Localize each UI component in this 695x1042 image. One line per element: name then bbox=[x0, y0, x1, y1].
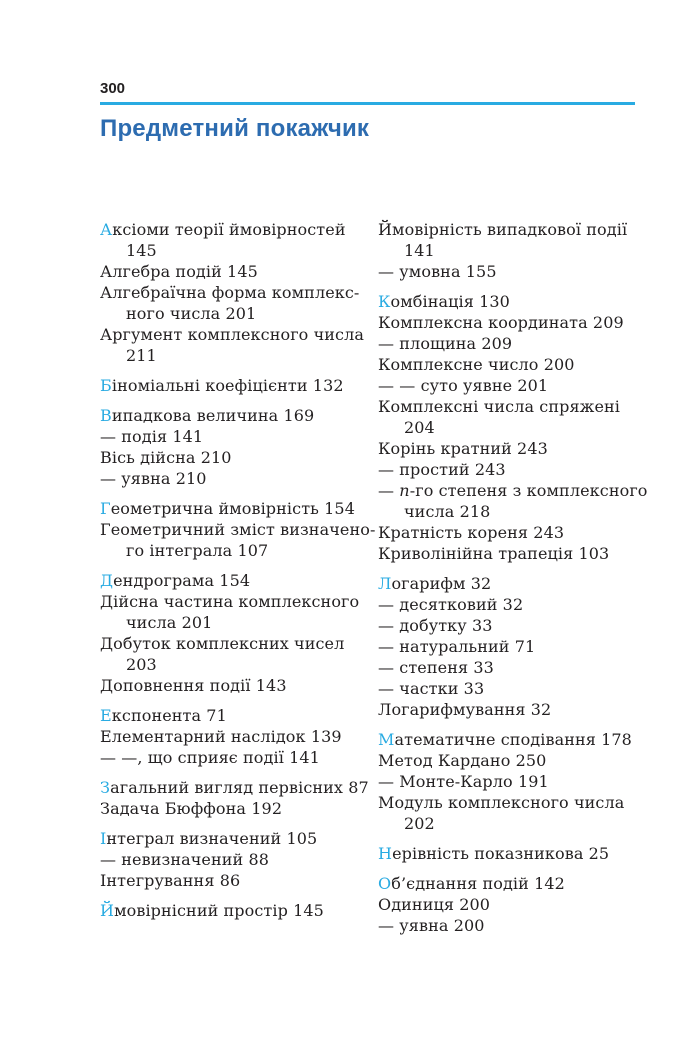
page-title: Предметний покажчик bbox=[100, 115, 370, 142]
index-entry-line bbox=[100, 705, 378, 726]
index-term-text: ксіоми теорії ймовірностей bbox=[112, 220, 346, 239]
index-entry-line bbox=[378, 915, 662, 936]
index-column-right bbox=[378, 219, 662, 936]
index-entry-line bbox=[378, 873, 662, 894]
index-entry bbox=[378, 543, 662, 564]
index-entry bbox=[100, 219, 378, 261]
index-term-text: ендрограма 154 bbox=[113, 571, 251, 590]
index-entry bbox=[378, 873, 662, 894]
index-term-text: Комплексні числа спряжені bbox=[378, 397, 621, 416]
index-entry bbox=[100, 675, 378, 696]
index-entry bbox=[100, 447, 378, 468]
index-entry bbox=[100, 849, 378, 870]
index-entry-line bbox=[100, 828, 378, 849]
index-term-text: Комплексне число 200 bbox=[378, 355, 575, 374]
index-letter-capital: Д bbox=[100, 571, 114, 590]
index-letter-group bbox=[100, 498, 378, 561]
index-term-text: — простий 243 bbox=[378, 460, 506, 479]
index-term-text: Модуль комплексного числа bbox=[378, 793, 625, 812]
index-term-text: — — суто уявне 201 bbox=[378, 376, 549, 395]
index-entry bbox=[378, 699, 662, 720]
page-header bbox=[100, 80, 635, 105]
index-term-text: Логарифмування 32 bbox=[378, 700, 552, 719]
index-letter-group bbox=[378, 873, 662, 936]
index-entry-line bbox=[100, 261, 378, 282]
index-entry-continuation-line bbox=[100, 303, 378, 324]
index-entry bbox=[100, 570, 378, 591]
index-entry-line bbox=[378, 594, 662, 615]
index-entry bbox=[100, 468, 378, 489]
index-term-text: 204 bbox=[404, 418, 435, 437]
index-entry-continuation-line bbox=[378, 813, 662, 834]
index-term-text: Вісь дійсна 210 bbox=[100, 448, 232, 467]
index-term-text: 211 bbox=[126, 346, 157, 365]
index-entry bbox=[100, 519, 378, 561]
index-entry-line bbox=[100, 849, 378, 870]
index-entry bbox=[100, 405, 378, 426]
index-term-text: мовірнісний простір 145 bbox=[114, 901, 324, 920]
index-term-text: 202 bbox=[404, 814, 435, 833]
index-entry-line bbox=[378, 396, 662, 417]
index-entry-line bbox=[378, 657, 662, 678]
index-letter-capital: Н bbox=[378, 844, 393, 863]
index-letter-capital: К bbox=[378, 292, 391, 311]
index-entry-line bbox=[378, 354, 662, 375]
index-entry-line bbox=[378, 219, 662, 240]
index-term-text: — невизначений 88 bbox=[100, 850, 270, 869]
index-term-text: 145 bbox=[126, 241, 157, 260]
index-entry-line bbox=[378, 543, 662, 564]
index-entry-line bbox=[100, 426, 378, 447]
index-term-text: ного числа 201 bbox=[126, 304, 257, 323]
index-entry bbox=[378, 219, 662, 261]
index-letter-group bbox=[100, 405, 378, 489]
index-entry-line bbox=[100, 675, 378, 696]
index-term-text: — натуральний 71 bbox=[378, 637, 536, 656]
index-entry-line bbox=[100, 468, 378, 489]
index-term-text: — —, що сприяє події 141 bbox=[100, 748, 320, 767]
index-entry-line bbox=[378, 333, 662, 354]
index-term-text: іноміальні коефіцієнти 132 bbox=[111, 376, 344, 395]
index-entry-continuation-line bbox=[100, 612, 378, 633]
index-entry bbox=[100, 900, 378, 921]
index-term-text: — десятковий 32 bbox=[378, 595, 524, 614]
index-term-text: агальний вигляд первісних 87 bbox=[110, 778, 369, 797]
index-term-text: Елементарний наслідок 139 bbox=[100, 727, 342, 746]
index-letter-capital: Б bbox=[100, 376, 112, 395]
index-entry bbox=[378, 594, 662, 615]
index-entry-line bbox=[378, 636, 662, 657]
index-letter-capital: А bbox=[100, 220, 113, 239]
index-entry-continuation-line bbox=[378, 501, 662, 522]
index-term-text: б’єднання подій 142 bbox=[391, 874, 565, 893]
index-letter-group bbox=[378, 291, 662, 564]
index-entry bbox=[378, 915, 662, 936]
index-entry bbox=[100, 747, 378, 768]
index-entry-line bbox=[100, 405, 378, 426]
index-term-text: Кратність кореня 243 bbox=[378, 523, 565, 542]
index-letter-group bbox=[100, 900, 378, 921]
index-term-text: числа 218 bbox=[404, 502, 491, 521]
index-entry bbox=[378, 291, 662, 312]
index-letter-group bbox=[100, 705, 378, 768]
index-term-text: атематичне сподівання 178 bbox=[394, 730, 632, 749]
index-entry-line bbox=[378, 729, 662, 750]
index-term-text: Комплексна координата 209 bbox=[378, 313, 624, 332]
index-entry bbox=[378, 261, 662, 282]
index-term-text: — степеня 33 bbox=[378, 658, 494, 677]
index-entry bbox=[100, 375, 378, 396]
index-entry-line bbox=[100, 498, 378, 519]
index-entry-line bbox=[100, 798, 378, 819]
index-term-text: Метод Кардано 250 bbox=[378, 751, 547, 770]
index-term-text: Дійсна частина комплексного bbox=[100, 592, 360, 611]
index-entry-line bbox=[100, 591, 378, 612]
index-term-text: — уявна 200 bbox=[378, 916, 485, 935]
index-letter-capital: Й bbox=[100, 901, 115, 920]
index-term-text: Інтегрування 86 bbox=[100, 871, 241, 890]
index-term-text: числа 201 bbox=[126, 613, 213, 632]
index-entry-line bbox=[100, 747, 378, 768]
index-entry bbox=[378, 438, 662, 459]
index-letter-group bbox=[100, 777, 378, 819]
index-entry bbox=[100, 798, 378, 819]
index-term-text: Ймовірність випадкової події bbox=[378, 220, 628, 239]
index-term-text: Аргумент комплексного числа bbox=[100, 325, 365, 344]
index-entry bbox=[378, 459, 662, 480]
index-entry-line bbox=[100, 375, 378, 396]
index-term-text: Геометричний зміст визначено- bbox=[100, 520, 376, 539]
index-entry bbox=[100, 633, 378, 675]
index-entry-line bbox=[100, 447, 378, 468]
index-entry-line bbox=[378, 480, 662, 501]
index-entry bbox=[378, 894, 662, 915]
index-term-text: ипадкова величина 169 bbox=[111, 406, 315, 425]
index-entry bbox=[100, 498, 378, 519]
index-entry bbox=[378, 843, 662, 864]
index-term-text: нтеграл визначений 105 bbox=[106, 829, 318, 848]
index-entry-line bbox=[378, 573, 662, 594]
index-column-left bbox=[100, 219, 378, 921]
index-entry bbox=[100, 777, 378, 798]
index-entry-continuation-line bbox=[100, 654, 378, 675]
index-entry-line bbox=[100, 777, 378, 798]
index-entry-line bbox=[100, 633, 378, 654]
index-letter-group bbox=[100, 828, 378, 891]
index-letter-group bbox=[378, 729, 662, 834]
index-entry-line bbox=[100, 324, 378, 345]
index-term-text: ерівність показникова 25 bbox=[392, 844, 610, 863]
index-entry-line bbox=[378, 291, 662, 312]
index-entry bbox=[100, 282, 378, 324]
index-entry bbox=[378, 678, 662, 699]
index-entry-line bbox=[100, 282, 378, 303]
index-entry bbox=[100, 591, 378, 633]
index-entry-line bbox=[100, 570, 378, 591]
index-entry bbox=[378, 729, 662, 750]
index-term-text: — добутку 33 bbox=[378, 616, 493, 635]
index-entry-line bbox=[100, 219, 378, 240]
index-entry-continuation-line bbox=[100, 345, 378, 366]
index-entry-line bbox=[378, 615, 662, 636]
index-term-text: — bbox=[378, 481, 400, 500]
index-letter-capital: Е bbox=[100, 706, 112, 725]
index-letter-capital: О bbox=[378, 874, 392, 893]
index-entry-line bbox=[100, 900, 378, 921]
index-entry-line bbox=[100, 726, 378, 747]
index-entry-line bbox=[378, 699, 662, 720]
index-letter-group bbox=[378, 843, 662, 864]
index-letter-capital: Г bbox=[100, 499, 111, 518]
index-term-text: Криволінійна трапеція 103 bbox=[378, 544, 610, 563]
index-entry bbox=[378, 573, 662, 594]
index-entry-line bbox=[100, 870, 378, 891]
index-entry-line bbox=[100, 519, 378, 540]
index-term-text: — уявна 210 bbox=[100, 469, 207, 488]
index-entry-continuation-line bbox=[378, 240, 662, 261]
index-letter-group bbox=[100, 570, 378, 696]
index-term-text: — Монте-Карло 191 bbox=[378, 772, 549, 791]
index-term-text: еометрична ймовірність 154 bbox=[110, 499, 355, 518]
index-entry bbox=[378, 792, 662, 834]
index-letter-capital: З bbox=[100, 778, 111, 797]
index-letter-group bbox=[100, 375, 378, 396]
index-entry bbox=[100, 828, 378, 849]
index-entry-line bbox=[378, 459, 662, 480]
index-term-text: Одиниця 200 bbox=[378, 895, 491, 914]
index-entry-continuation-line bbox=[100, 540, 378, 561]
index-term-text: — подія 141 bbox=[100, 427, 204, 446]
index-letter-group bbox=[100, 219, 378, 366]
index-term-text: го інтеграла 107 bbox=[126, 541, 269, 560]
index-entry-line bbox=[378, 678, 662, 699]
index-term-text: — частки 33 bbox=[378, 679, 485, 698]
index-entry-line bbox=[378, 843, 662, 864]
index-entry-line bbox=[378, 750, 662, 771]
index-entry-line bbox=[378, 438, 662, 459]
index-entry bbox=[100, 261, 378, 282]
index-entry bbox=[378, 312, 662, 333]
index-entry bbox=[378, 375, 662, 396]
index-term-text: Алгебраїчна форма комплекс- bbox=[100, 283, 360, 302]
index-entry-line bbox=[378, 792, 662, 813]
index-entry bbox=[378, 333, 662, 354]
index-entry bbox=[100, 726, 378, 747]
index-entry-line bbox=[378, 522, 662, 543]
index-entry bbox=[100, 426, 378, 447]
index-columns bbox=[100, 219, 662, 936]
index-entry bbox=[378, 750, 662, 771]
index-term-text: Доповнення події 143 bbox=[100, 676, 287, 695]
index-entry bbox=[378, 615, 662, 636]
index-entry bbox=[378, 354, 662, 375]
index-entry-line bbox=[378, 894, 662, 915]
index-term-text: — площина 209 bbox=[378, 334, 513, 353]
index-term-text: Добуток комплексних чисел bbox=[100, 634, 345, 653]
index-letter-group bbox=[378, 219, 662, 282]
index-term-text: -го степеня з комплексного bbox=[409, 481, 648, 500]
index-letter-capital: Л bbox=[378, 574, 392, 593]
index-entry bbox=[378, 480, 662, 522]
index-entry-line bbox=[378, 312, 662, 333]
index-entry bbox=[100, 324, 378, 366]
index-entry-line bbox=[378, 261, 662, 282]
index-term-text: Корінь кратний 243 bbox=[378, 439, 548, 458]
index-term-text: Алгебра подій 145 bbox=[100, 262, 258, 281]
index-entry bbox=[378, 522, 662, 543]
index-term-text: омбінація 130 bbox=[390, 292, 510, 311]
index-term-text: огарифм 32 bbox=[391, 574, 492, 593]
index-entry bbox=[378, 636, 662, 657]
index-letter-capital: М bbox=[378, 730, 395, 749]
index-entry bbox=[100, 705, 378, 726]
index-letter-capital: І bbox=[100, 829, 107, 848]
index-entry bbox=[378, 657, 662, 678]
index-entry bbox=[378, 396, 662, 438]
index-term-text: кспонента 71 bbox=[111, 706, 227, 725]
index-term-variable: n bbox=[399, 481, 410, 500]
index-letter-group bbox=[378, 573, 662, 720]
index-entry bbox=[100, 870, 378, 891]
index-entry-continuation-line bbox=[100, 240, 378, 261]
index-entry-continuation-line bbox=[378, 417, 662, 438]
index-entry-line bbox=[378, 375, 662, 396]
index-entry bbox=[378, 771, 662, 792]
index-entry-line bbox=[378, 771, 662, 792]
index-term-text: 141 bbox=[404, 241, 435, 260]
index-term-text: 203 bbox=[126, 655, 157, 674]
index-term-text: Задача Бюффона 192 bbox=[100, 799, 283, 818]
page-number: 300 bbox=[100, 80, 126, 97]
index-term-text: — умовна 155 bbox=[378, 262, 497, 281]
index-letter-capital: В bbox=[100, 406, 112, 425]
